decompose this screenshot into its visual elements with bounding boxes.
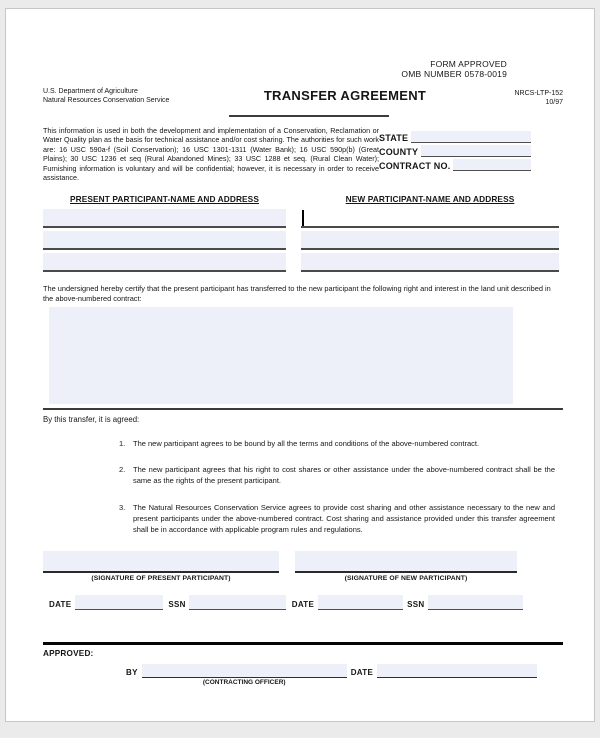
date-label-new: DATE xyxy=(291,600,315,610)
agreement-item-1 xyxy=(119,439,555,450)
signature-gap xyxy=(279,551,295,582)
approved-label: APPROVED: xyxy=(43,649,94,659)
section-divider xyxy=(43,408,563,410)
form-page xyxy=(5,8,595,722)
omb-approval-block xyxy=(43,9,563,79)
intro-row xyxy=(43,126,563,182)
new-signature-label: (SIGNATURE OF NEW PARTICIPANT) xyxy=(344,575,468,583)
approval-date-label: DATE xyxy=(350,668,374,678)
form-header xyxy=(43,88,563,107)
item-number: 3. xyxy=(119,503,126,513)
participants-section xyxy=(43,194,563,275)
form-number-block xyxy=(479,88,563,107)
ssn-label-new: SSN xyxy=(407,600,425,610)
agreement-item-3 xyxy=(119,503,555,535)
agency-block xyxy=(43,88,211,105)
column-spacer xyxy=(286,194,301,275)
new-participant-line-1[interactable] xyxy=(301,209,559,228)
contracting-officer-label: (CONTRACTING OFFICER) xyxy=(202,679,286,687)
new-participant-line-3[interactable] xyxy=(301,253,559,272)
approval-date-block xyxy=(377,664,537,678)
agreement-list xyxy=(119,439,555,536)
present-participant-line-3[interactable] xyxy=(43,253,286,272)
text-cursor xyxy=(302,210,304,226)
ssn-field-new[interactable] xyxy=(428,595,523,610)
privacy-statement: This information is used in both the development and implementation of a Conservation, Reclamation or Water Quality plan as the basis for technical assistance and/or cost sharing. The authorities for such work are: 16 USC 590a-f (Soil Conservation); 16 USC 1301-1311 (Water Bank); 16 USC 590p(b) (Great Plains); 30 USC 1236 et seq (Rural Abandoned Mines); 33 USC 1288 et seq. (Rural Clean Water); Furnishing information is voluntary and will be confidential; however, it is necessary in order to receive assistance. xyxy=(43,126,379,183)
item-text: The new participant agrees to be bound by all the terms and conditions of the above-numbered contract. xyxy=(133,438,480,448)
contract-no-label: CONTRACT NO. xyxy=(379,161,451,171)
present-participant-column xyxy=(43,194,286,275)
title-wrap xyxy=(211,88,479,103)
rights-description-field[interactable] xyxy=(49,307,513,404)
certification-statement: The undersigned hereby certify that the present participant has transferred to the new participant the following right and interest in the land unit described in the above-numbered contract: xyxy=(43,284,551,304)
contract-no-field[interactable] xyxy=(453,159,531,171)
ssn-field-present[interactable] xyxy=(189,595,286,610)
new-signature-block xyxy=(295,551,517,582)
item-text: The new participant agrees that his right to cost shares or other assistance under the above-numbered contract shall be the same as the rights of the present participant. xyxy=(133,465,555,486)
contract-row xyxy=(379,159,531,171)
present-participant-line-2[interactable] xyxy=(43,231,286,250)
date-ssn-row xyxy=(43,595,563,610)
approval-section xyxy=(43,642,563,686)
signature-row xyxy=(43,551,563,582)
item-number: 2. xyxy=(119,465,126,475)
date-field-present[interactable] xyxy=(75,595,163,610)
page-title: TRANSFER AGREEMENT xyxy=(263,88,427,103)
form-date: 10/97 xyxy=(545,99,563,106)
date-field-new[interactable] xyxy=(318,595,403,610)
by-label: BY xyxy=(126,668,138,678)
present-signature-label: (SIGNATURE OF PRESENT PARTICIPANT) xyxy=(91,575,231,583)
new-participant-heading: NEW PARTICIPANT-NAME AND ADDRESS xyxy=(345,194,515,205)
new-participant-column xyxy=(301,194,559,275)
agency-service: Natural Resources Conservation Service xyxy=(43,96,170,104)
title-underline xyxy=(229,115,389,117)
new-participant-line-2[interactable] xyxy=(301,231,559,250)
form-number: NRCS-LTP-152 xyxy=(514,90,563,97)
county-field[interactable] xyxy=(421,145,531,157)
contracting-officer-field[interactable] xyxy=(142,664,347,678)
present-signature-field[interactable] xyxy=(43,551,279,573)
new-signature-field[interactable] xyxy=(295,551,517,573)
ssn-label-present: SSN xyxy=(168,600,186,610)
contracting-officer-block xyxy=(142,664,347,686)
date-label-present: DATE xyxy=(49,600,72,610)
item-number: 1. xyxy=(119,438,126,448)
agreement-lead: By this transfer, it is agreed: xyxy=(43,414,140,424)
item-text: The Natural Resources Conservation Service agrees to provide cost sharing and other assistance necessary to the new and present participants under the above-numbered contract. Cost sharing and assistance provided under this transfer agreement shall be in accordance with applicable program rules and regulations. xyxy=(133,503,555,534)
present-signature-block xyxy=(43,551,279,582)
county-label: COUNTY xyxy=(379,147,419,157)
agency-name: U.S. Department of Agriculture xyxy=(43,88,138,95)
county-row xyxy=(379,145,531,157)
omb-number-text: OMB NUMBER 0578-0019 xyxy=(401,69,507,79)
approval-date-field[interactable] xyxy=(377,664,537,678)
agreement-item-2 xyxy=(119,465,555,487)
present-participant-heading: PRESENT PARTICIPANT-NAME AND ADDRESS xyxy=(70,194,259,205)
state-label: STATE xyxy=(379,133,409,143)
form-approved-text: FORM APPROVED xyxy=(430,59,507,69)
location-fields xyxy=(379,126,531,182)
state-row xyxy=(379,131,531,143)
approval-by-row xyxy=(126,664,563,686)
state-field[interactable] xyxy=(411,131,531,143)
present-participant-line-1[interactable] xyxy=(43,209,286,228)
